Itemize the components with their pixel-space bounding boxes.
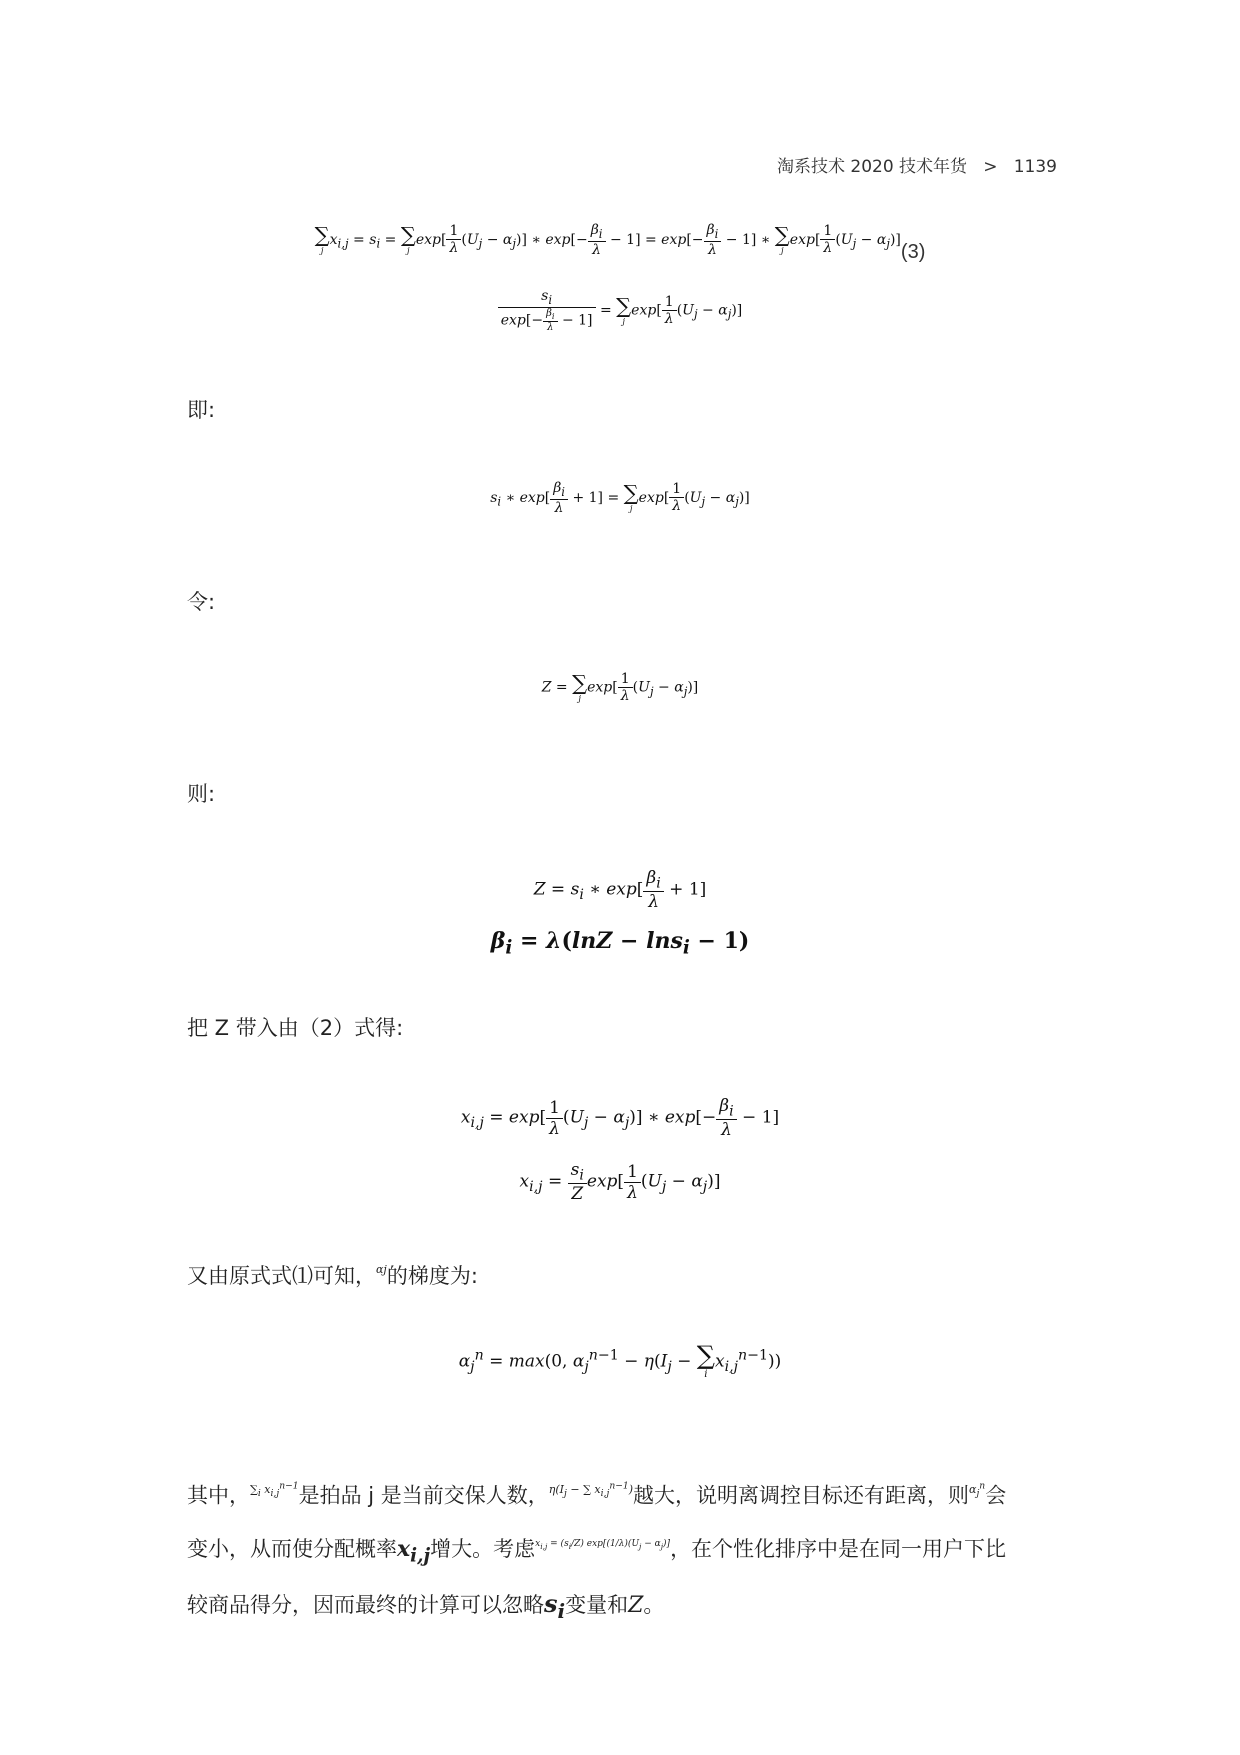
equation-beta: $\beta_i = \lambda(\ln Z - \ln s_i - 1)$ <box>490 928 750 959</box>
gradient-tail: 的梯度为: <box>386 1264 478 1288</box>
final-p9: 变量和 <box>565 1593 629 1618</box>
final-line-2: 变小，从而使分配概率$x_{i,j}$增大。考虑$^{x_{i,j} = (s_i/Z) exp[(1/\lambda)(U_j - \alpha_j)]}$，在个性化排序中是在同一用户下比 <box>187 1535 1007 1567</box>
final-p6: 增大。考虑 <box>430 1536 536 1561</box>
label-gradient: 又由原式式⑴可知，$^{\alpha j}$的梯度为: <box>187 1263 478 1288</box>
equation-3-line-2: $s_i$ exp[− $\frac{\beta_i}{\lambda}$ − 1] = ∑ j exp[ $\frac{1}{\lambda}$ $(U_j - \alpha_j)$] <box>0 288 1240 333</box>
label-substitute: 把 Z 带入由（2）式得: <box>187 1016 404 1040</box>
final-line-1: 其中，$^{\sum_i x_{i,j}^{n-1}}$是拍品 j 是当前交保人数，$^{\eta(I_j - \sum x_{i,j}^{n-1})}$越大，说明离调控目标还有距离，则$^{\alpha_j^n}$会 <box>187 1480 1007 1508</box>
page-number: 1139 <box>1013 157 1057 177</box>
equation-z-si: $Z = s_i$ ∗ exp[ $\frac{\beta_i}{\lambda}$ + 1] <box>533 868 707 913</box>
final-line-3: 较商品得分，因而最终的计算可以忽略$s_i$变量和Z。 <box>187 1589 665 1623</box>
equation-number: (3) <box>900 240 926 263</box>
equation-x-si-z: $x_{i,j}$ = $\frac{s_i}{Z}$ exp[ $\frac{1}{\lambda}$ $(U_j - \alpha_j)$] <box>519 1160 721 1205</box>
gradient-text: 又由原式式⑴可知， <box>187 1264 376 1288</box>
label-ji: 即: <box>187 398 216 422</box>
equation-x-exp: $x_{i,j} = \exp$[ $\frac{1}{\lambda}$ $(U_j - \alpha_j)$] ∗ exp[− $\frac{\beta_i}{\lambda}$ − 1] <box>460 1096 780 1141</box>
final-p2: 是拍品 j 是当前交保人数， <box>298 1483 549 1508</box>
equation-z-definition: Z = ∑ j exp[ $\frac{1}{\lambda}$ $(U_j - \alpha_j)$] <box>541 670 699 704</box>
equation-3-line-1: ∑ j $x_{i,j} = s_i$ = ∑ j exp[ $\frac{1}{\lambda}$ $(U_j - \alpha_j)$] ∗ exp[− $\frac{\beta_i}{\lambda}$ − 1] = exp[− $\frac{\beta_i}{\lambda}$ − 1] ∗ ∑ j exp[ $\frac{1}{\lambda}$ $(U_j - \alpha_j)](3)$ <box>314 222 926 263</box>
final-p5: 变小，从而使分配概率 <box>187 1536 397 1561</box>
final-p1: 其中， <box>187 1483 250 1508</box>
label-ling: 令: <box>187 590 216 614</box>
final-paragraph <box>187 1462 1006 1635</box>
equation-alpha-update: $\alpha_j^n = \max(0$, $\alpha_j^{n-1} - \eta(I_j$ − ∑ i $x_{i,j}^{n-1}$)) <box>458 1341 782 1380</box>
final-p4: 会 <box>985 1483 1007 1508</box>
label-ze: 则: <box>187 782 216 806</box>
final-p8: 较商品得分，因而最终的计算可以忽略 <box>187 1593 544 1618</box>
header-title: 淘系技术 2020 技术年货 <box>776 157 968 177</box>
equation-si-exp: $s_i$ ∗ exp[ $\frac{\beta_i}{\lambda}$ + 1] = ∑ j exp[ $\frac{1}{\lambda}$ $(U_j - \alpha_j)$] <box>490 480 750 516</box>
final-p10: 。 <box>643 1593 665 1618</box>
final-p3: 越大，说明离调控目标还有距离，则 <box>633 1483 970 1508</box>
header-separator: > <box>983 157 998 177</box>
final-p7: ，在个性化排序中是在同一用户下比 <box>670 1536 1007 1561</box>
running-header <box>777 152 1057 177</box>
